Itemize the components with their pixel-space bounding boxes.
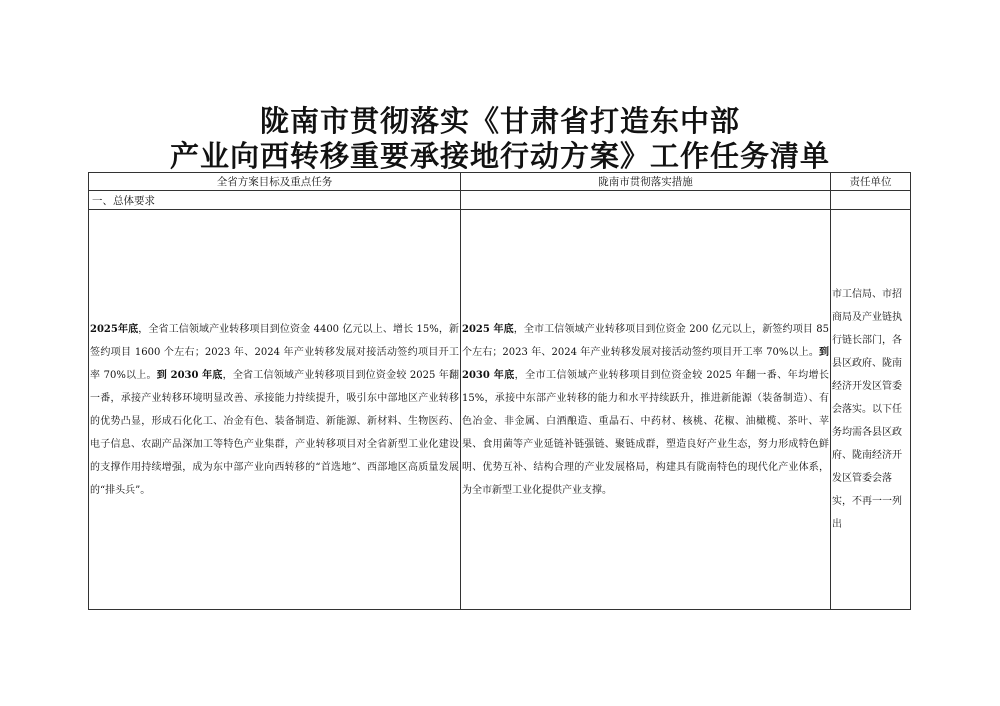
paragraph-text: ，全省工信领域产业转移项目到位资金 4400 亿元以上、增长 15%，新签约项目 1600 个左右；2023 年、2024 年产业转移发展对接活动签约项目开工率 70%以上。 bbox=[90, 323, 459, 381]
paragraph-text: ，全省工信领域产业转移项目到位资金较 2025 年翻一番，承接产业转移环境明显改善、承接能力持续提升，吸引东中部地区产业转移的优势凸显，形成石化化工、冶金有色、装备制造、新能源、新材料、生物医药、电子信息、农副产品深加工等特色产业集群，产业转移项目对全省新型工业化建设的支撑作用持续增强，成为东中部产业向西转移的“首选地”、西部地区高质量发展的“排头兵”。 bbox=[90, 369, 459, 496]
paragraph-text: ，全市工信领域产业转移项目到位资金 200 亿元以上，新签约项目 85 个左右；2023 年、2024 年产业转移发展对接活动签约项目开工率 70%以上。 bbox=[462, 323, 829, 358]
section-row bbox=[89, 191, 911, 210]
bold-date-phrase: 2025 年底 bbox=[462, 323, 514, 335]
document-title-line-1: 陇南市贯彻落实《甘肃省打造东中部 bbox=[259, 104, 740, 138]
table-header-row bbox=[89, 173, 911, 191]
provincial-goals-cell bbox=[89, 210, 461, 610]
task-list-table bbox=[88, 172, 911, 610]
city-measures-cell bbox=[461, 210, 831, 610]
header-provincial-goals: 全省方案目标及重点任务 bbox=[89, 173, 461, 191]
header-responsible-unit: 责任单位 bbox=[831, 173, 911, 191]
section-empty-cell bbox=[461, 191, 831, 210]
responsible-unit-cell: 市工信局、市招商局及产业链执行链长部门，各县区政府、陇南经济开发区管委会落实。以下任务均需各县区政府、陇南经济开发区管委会落实，不再一一列出 bbox=[831, 210, 911, 610]
bold-date-phrase: 到 2030 年底 bbox=[156, 369, 223, 381]
table-row bbox=[89, 210, 911, 610]
header-city-measures: 陇南市贯彻落实措施 bbox=[461, 173, 831, 191]
paragraph-text: ，全市工信领域产业转移项目到位资金较 2025 年翻一番、年均增长 15%，承接中东部产业转移的能力和水平持续跃升，推进新能源（装备制造）、有色冶金、非金属、白酒酿造、重晶石、中药材、核桃、花椒、油橄榄、茶叶、苹果、食用菌等产业延链补链强链、聚链成群，塑造良好产业生态，努力形成特色鲜明、优势互补、结构合理的产业发展格局，构建具有陇南特色的现代化产业体系，为全市新型工业化提供产业支撑。 bbox=[462, 369, 829, 496]
bold-date-phrase: 2025年底 bbox=[90, 323, 139, 335]
section-title: 一、总体要求 bbox=[89, 191, 461, 210]
bold-date-phrase: 到 2030 年底 bbox=[462, 346, 829, 381]
document-title-line-2: 产业向西转移重要承接地行动方案》工作任务清单 bbox=[169, 139, 830, 173]
section-empty-cell bbox=[831, 191, 911, 210]
